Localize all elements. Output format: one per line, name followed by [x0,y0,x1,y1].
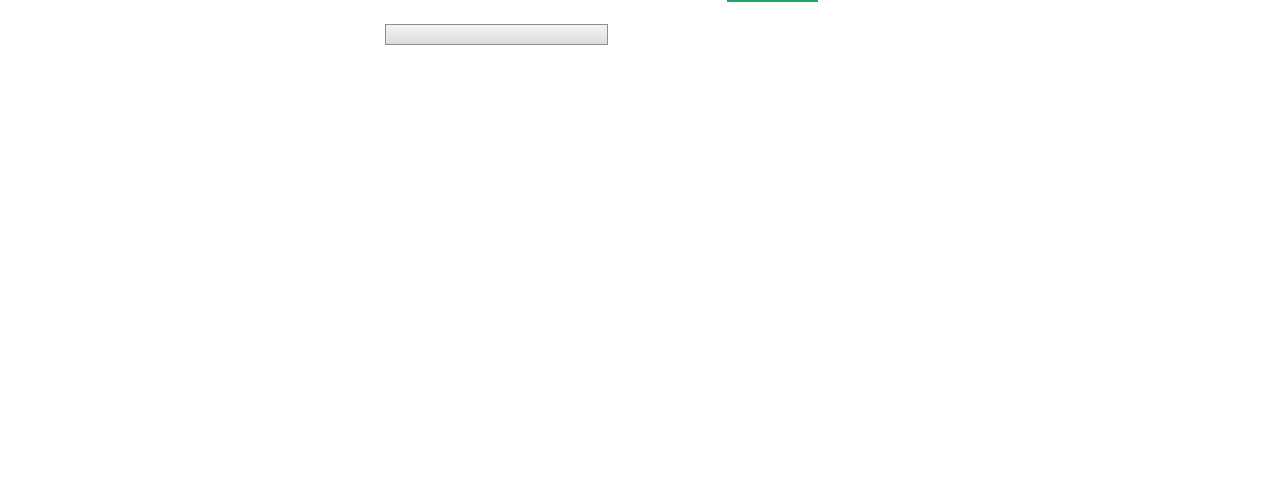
hkv-aktualisieren-button[interactable] [385,24,608,45]
active-column-indicator [727,0,818,2]
